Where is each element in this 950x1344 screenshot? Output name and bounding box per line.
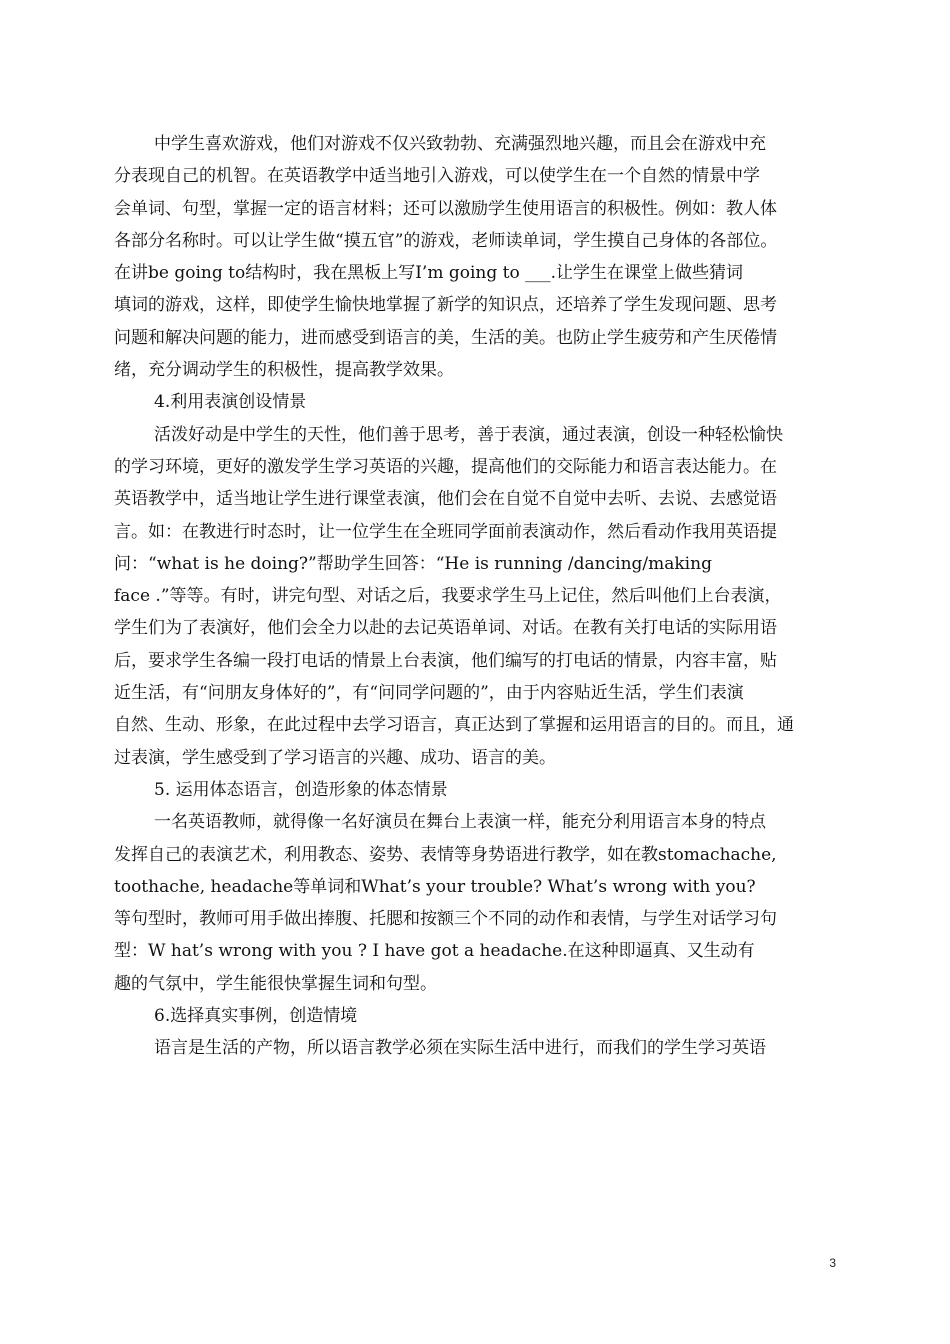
text-line: 近生活，有“问朋友身体好的”，有“问同学问题的”，由于内容贴近生活，学生们表演: [114, 683, 744, 704]
text-line: 学生们为了表演好，他们会全力以赴的去记英语单词、对话。在教有关打电话的实际用语: [114, 618, 777, 639]
body-text: [114, 128, 836, 1065]
text-line: 等句型时，教师可用手做出捧腹、托腮和按额三个不同的动作和表情，与学生对话学习句: [114, 909, 777, 930]
text-line: 型：W hat’s wrong with you ? I have got a headache.在这种即逼真、又生动有: [114, 941, 755, 962]
page-number: 3: [829, 1256, 836, 1270]
text-line: 填词的游戏，这样，即使学生愉快地掌握了新学的知识点，还培养了学生发现问题、思考: [114, 295, 777, 316]
text-line: 过表演，学生感受到了学习语言的兴趣、成功、语言的美。: [114, 747, 556, 768]
text-line: 中学生喜欢游戏，他们对游戏不仅兴致勃勃、充满强烈地兴趣，而且会在游戏中充: [154, 134, 766, 154]
text-line: 在讲be going to结构时，我在黑板上写I’m going to ___.让学生在课堂上做些猜词: [114, 263, 744, 284]
text-line: 趣的气氛中，学生能很快掌握生词和句型。: [114, 973, 437, 994]
text-line: 语言是生活的产物，所以语言教学必须在实际生活中进行，而我们的学生学习英语: [154, 1038, 766, 1059]
text-line: toothache, headache等单词和What’s your trouble? What’s wrong with you?: [114, 876, 756, 897]
text-line: 会单词、句型，掌握一定的语言材料；还可以激励学生使用语言的积极性。例如：教人体: [114, 198, 777, 219]
text-line: 问：“what is he doing?”帮助学生回答：“He is running /dancing/making: [114, 553, 712, 574]
text-line: 自然、生动、形象，在此过程中去学习语言，真正达到了掌握和运用语言的目的。而且，通: [114, 715, 794, 736]
section-heading: 6.选择真实事例，创造情境: [154, 1006, 358, 1027]
section-heading: 5. 运用体态语言，创造形象的体态情景: [154, 779, 448, 800]
text-line: 的学习环境，更好的激发学生学习英语的兴趣，提高他们的交际能力和语言表达能力。在: [114, 456, 777, 477]
text-line: 英语教学中，适当地让学生进行课堂表演，他们会在自觉不自觉中去听、去说、去感觉语: [114, 489, 777, 510]
text-line: 言。如：在教进行时态时，让一位学生在全班同学面前表演动作，然后看动作我用英语提: [114, 521, 777, 542]
text-line: 绪，充分调动学生的积极性，提高教学效果。: [114, 360, 454, 381]
text-line: 发挥自己的表演艺术，利用教态、姿势、表情等身势语进行教学，如在教stomachache,: [114, 844, 777, 865]
text-line: 问题和解决问题的能力，进而感受到语言的美，生活的美。也防止学生疲劳和产生厌倦情: [114, 327, 777, 348]
section-heading: 4.利用表演创设情景: [154, 392, 307, 413]
text-line: face .”等等。有时，讲完句型、对话之后，我要求学生马上记住，然后叫他们上台表演，: [114, 586, 782, 607]
text-line: 后，要求学生各编一段打电话的情景上台表演，他们编写的打电话的情景，内容丰富，贴: [114, 650, 777, 671]
text-line: 一名英语教师，就得像一名好演员在舞台上表演一样，能充分利用语言本身的特点: [154, 812, 766, 833]
text-line: 各部分名称时。可以让学生做“摸五官”的游戏，老师读单词，学生摸自己身体的各部位。: [114, 230, 778, 251]
text-line: 活泼好动是中学生的天性，他们善于思考，善于表演，通过表演，创设一种轻松愉快: [154, 424, 783, 445]
text-line: 分表现自己的机智。在英语教学中适当地引入游戏，可以使学生在一个自然的情景中学: [114, 166, 760, 187]
